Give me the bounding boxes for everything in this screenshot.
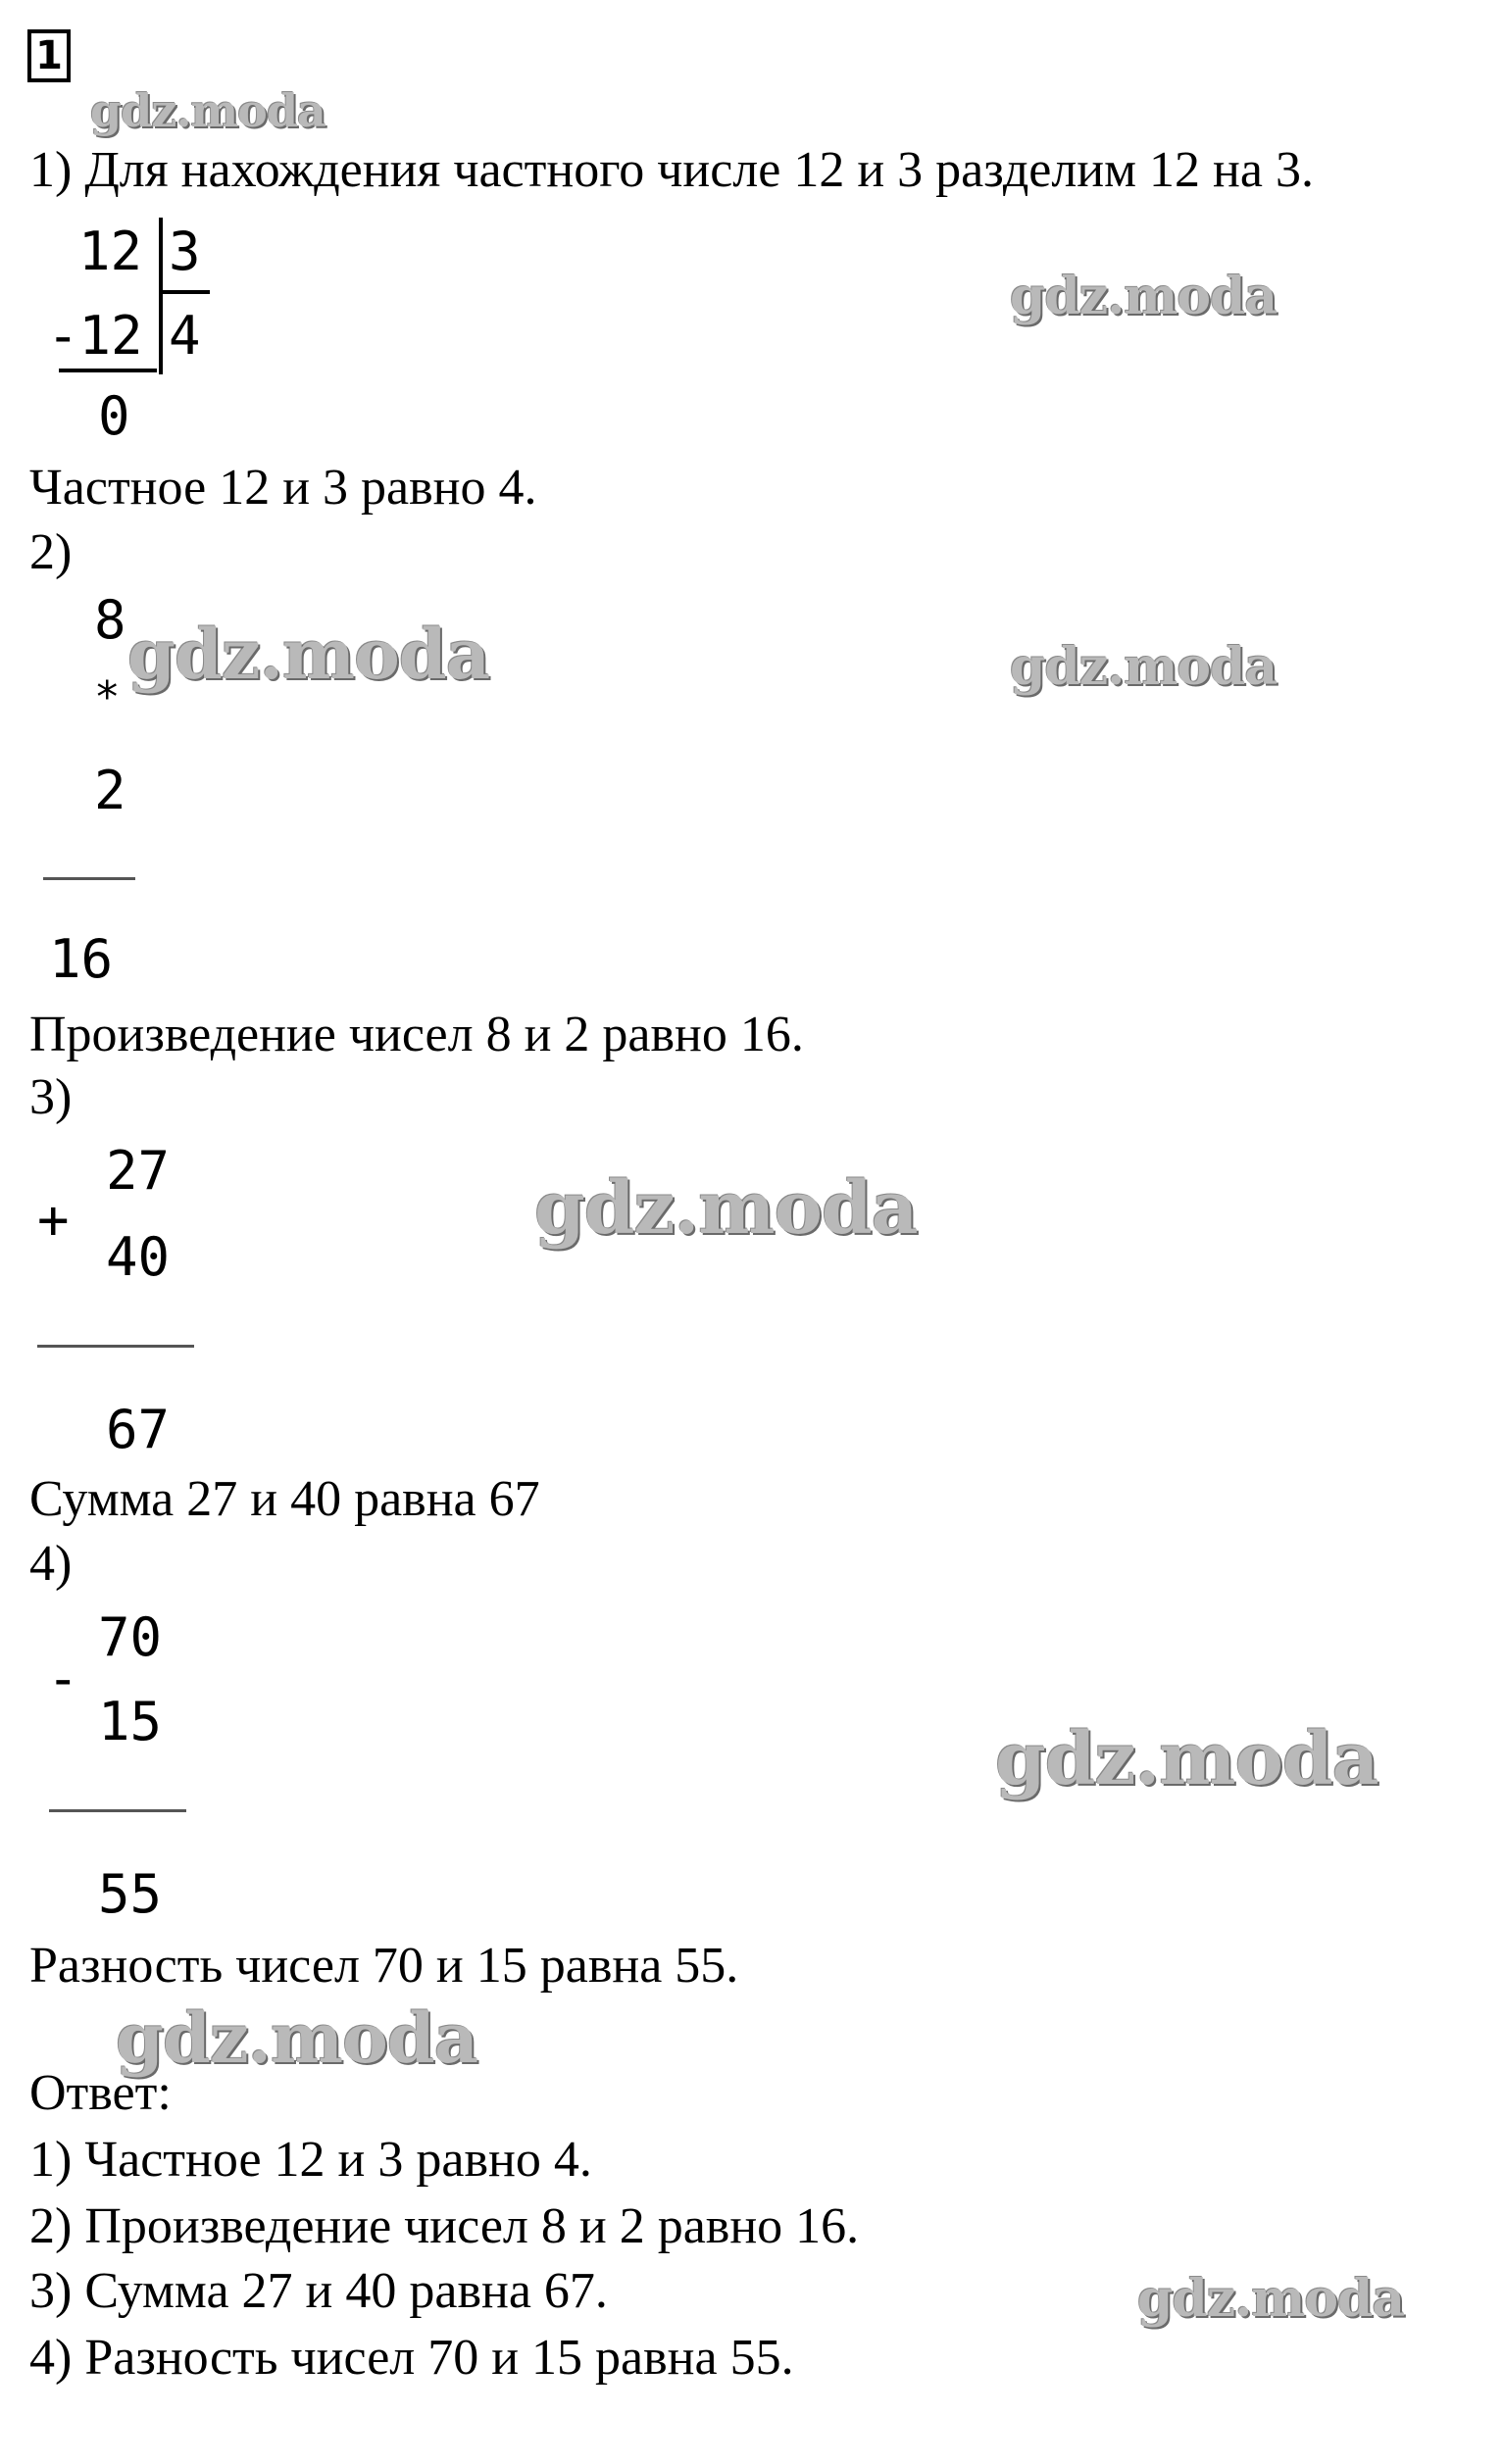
divisor: 3 — [169, 221, 201, 282]
minuend: 70 — [98, 1606, 163, 1668]
plus-sign: + — [37, 1189, 70, 1251]
part2-conclusion: Произведение чисел 8 и 2 равно 16. — [29, 1007, 804, 1062]
watermark: gdz.moda — [127, 614, 490, 695]
answer-label: Ответ: — [29, 2065, 172, 2121]
watermark: gdz.moda — [1010, 637, 1278, 697]
factor-top: 8 — [94, 589, 126, 651]
watermark: gdz.moda — [1010, 267, 1278, 326]
part2-label: 2) — [29, 524, 73, 580]
part1-conclusion: Частное 12 и 3 равно 4. — [29, 460, 537, 516]
result-line — [43, 877, 135, 880]
divisor-underline — [159, 290, 210, 294]
watermark: gdz.moda — [116, 1997, 478, 2079]
product: 16 — [49, 928, 114, 990]
result-line — [37, 1345, 194, 1348]
watermark: gdz.moda — [90, 84, 326, 137]
part3-label: 3) — [29, 1069, 73, 1125]
sum: 67 — [106, 1399, 171, 1460]
quotient: 4 — [169, 305, 201, 367]
addend-bottom: 40 — [106, 1226, 171, 1288]
answer-item: 1) Частное 12 и 3 равно 4. — [29, 2132, 592, 2188]
dividend: 12 — [78, 221, 143, 282]
minus-sign: - — [47, 1648, 79, 1709]
answer-item: 2) Произведение чисел 8 и 2 равно 16. — [29, 2198, 860, 2254]
division-vertical-line — [159, 218, 163, 374]
subtrahend: 15 — [98, 1691, 163, 1752]
addend-top: 27 — [106, 1140, 171, 1202]
part3-conclusion: Сумма 27 и 40 равна 67 — [29, 1471, 540, 1527]
part1-heading: 1) Для нахождения частного числе 12 и 3 разделим 12 на 3. — [29, 142, 1314, 198]
remainder: 0 — [98, 385, 130, 447]
difference: 55 — [98, 1863, 163, 1925]
result-line — [49, 1809, 186, 1812]
subtrahend: -12 — [47, 305, 143, 367]
answer-item: 3) Сумма 27 и 40 равна 67. — [29, 2263, 608, 2319]
watermark: gdz.moda — [995, 1717, 1378, 1801]
task-number: 1 — [27, 29, 71, 82]
part4-conclusion: Разность чисел 70 и 15 равна 55. — [29, 1938, 739, 1994]
factor-bottom: 2 — [94, 760, 126, 821]
watermark: gdz.moda — [1137, 2269, 1405, 2329]
subtraction-line — [59, 369, 157, 372]
answer-item: 4) Разность чисел 70 и 15 равна 55. — [29, 2330, 794, 2386]
multiply-sign: * — [94, 672, 121, 722]
watermark: gdz.moda — [534, 1166, 918, 1251]
part4-label: 4) — [29, 1536, 73, 1592]
